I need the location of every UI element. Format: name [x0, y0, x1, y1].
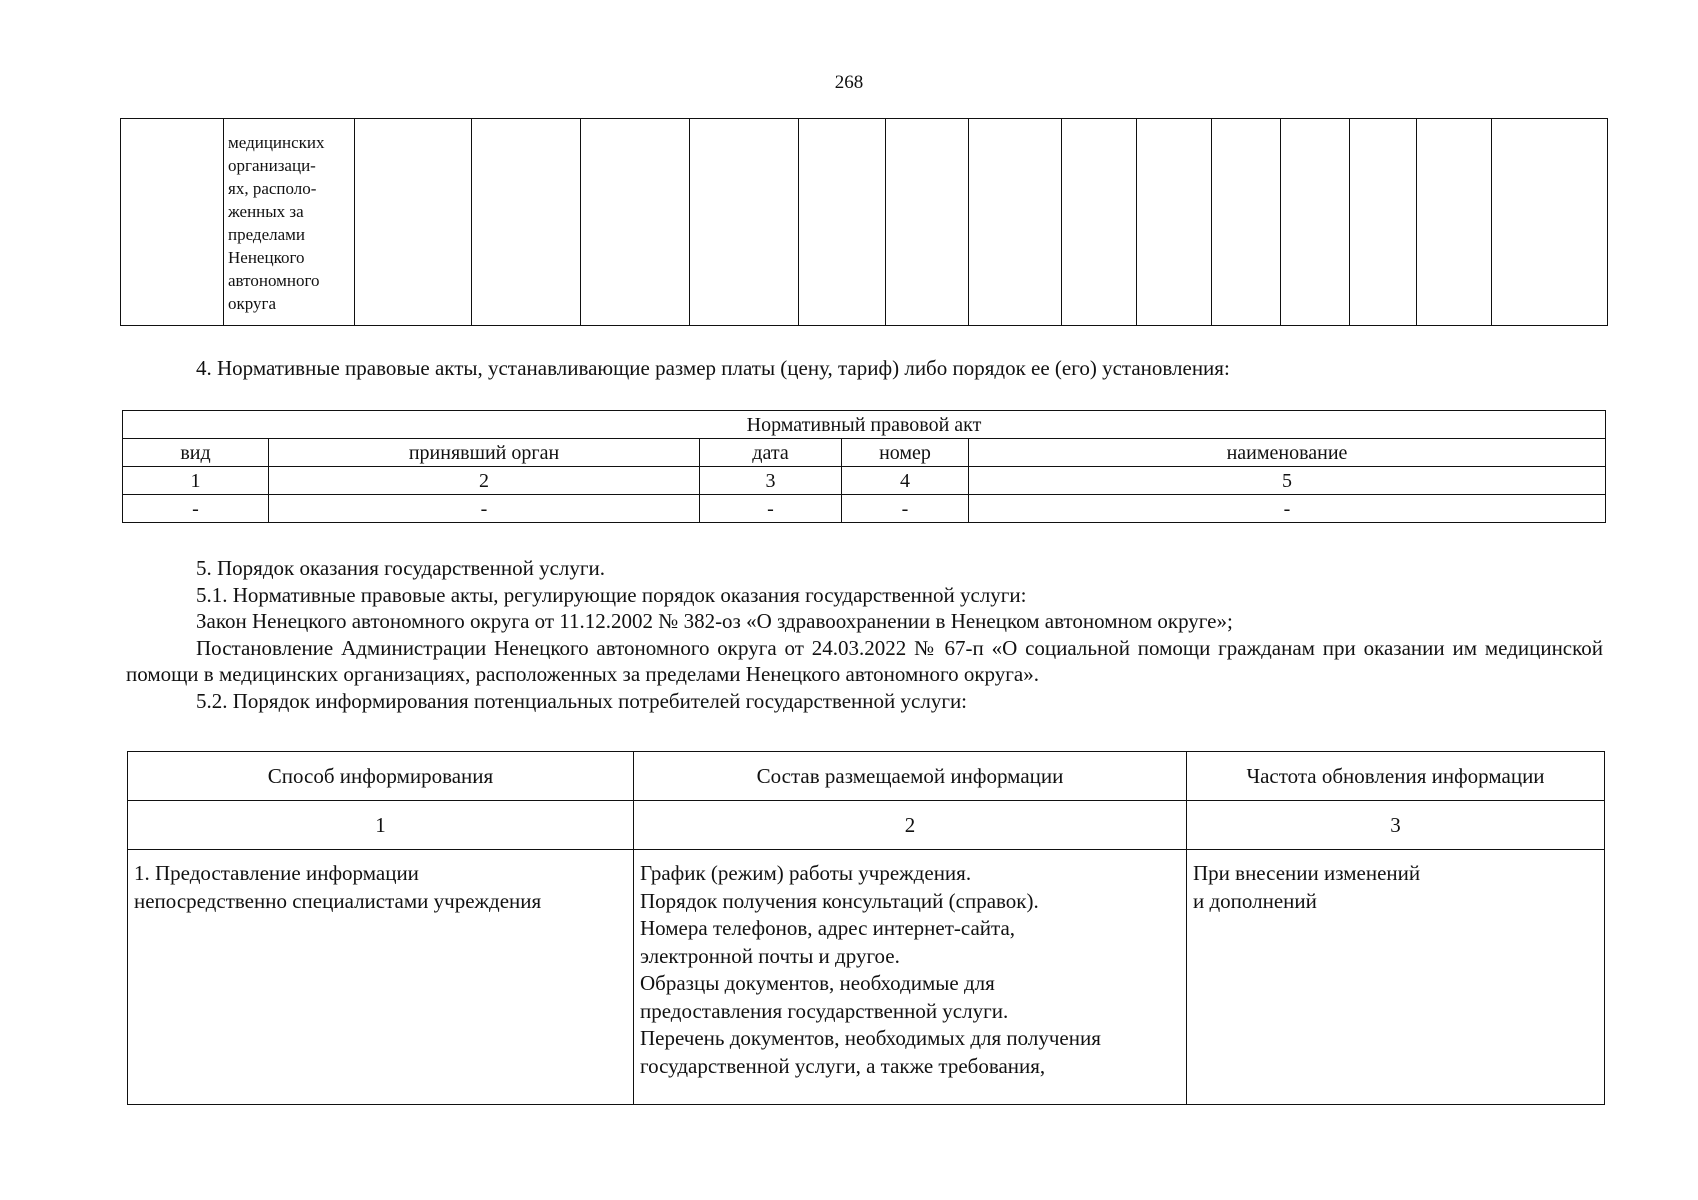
table-cell: -: [269, 495, 700, 523]
section-4-heading: 4. Нормативные правовые акты, устанавливающие размер платы (цену, тариф) либо порядок ее (его) установления:: [196, 356, 1230, 380]
table-row: [123, 439, 1606, 467]
column-header: Способ информирования: [128, 752, 634, 801]
table-row: [128, 752, 1605, 801]
column-header: Состав размещаемой информации: [634, 752, 1187, 801]
table-cell: [355, 119, 472, 326]
column-header: дата: [700, 439, 842, 467]
table-row: [128, 801, 1605, 850]
section-5-2-heading: 5.2. Порядок информирования потенциальных потребителей государственной услуги:: [196, 688, 968, 713]
table-cell: [1062, 119, 1137, 326]
column-header: принявший орган: [269, 439, 700, 467]
column-number: 5: [969, 467, 1606, 495]
legal-acts-table: [122, 410, 1606, 523]
table-cell: -: [123, 495, 269, 523]
group-header: Нормативный правовой акт: [123, 411, 1606, 439]
continued-table: [120, 118, 1608, 326]
column-header: Частота обновления информации: [1187, 752, 1605, 801]
table-cell: [1281, 119, 1350, 326]
page-number: 268: [834, 72, 864, 93]
section-5-heading: 5. Порядок оказания государственной услуги.: [196, 556, 605, 580]
information-table: [127, 751, 1605, 1105]
table-row: [123, 411, 1606, 439]
table-cell: [799, 119, 886, 326]
law-reference: Закон Ненецкого автономного округа от 11.12.2002 № 382-оз «О здравоохранении в Ненецком автономном округе»;: [196, 609, 1233, 633]
table-cell: [1137, 119, 1212, 326]
table-row: [123, 467, 1606, 495]
table-cell: [1417, 119, 1492, 326]
column-number: 2: [269, 467, 700, 495]
column-number: 3: [700, 467, 842, 495]
section-5-text: [126, 555, 1603, 714]
table-cell: [472, 119, 581, 326]
table-cell: [581, 119, 690, 326]
table-cell: [886, 119, 969, 326]
table-row: [128, 850, 1605, 1105]
column-number: 4: [842, 467, 969, 495]
table-cell: [1492, 119, 1608, 326]
continued-cell-text: медицинских организаци- ях, располо- женных за пределами Ненецкого автономного округа: [228, 133, 325, 313]
content-cell: График (режим) работы учреждения. Порядок получения консультаций (справок). Номера телефонов, адрес интернет-сайта, электронной почты и другое. Образцы документов, необходимые для предоставления государственной услуги. Перечень документов, необходимых для получения государственной услуги, а также требования,: [634, 850, 1187, 1105]
column-number: 3: [1187, 801, 1605, 850]
table-cell: -: [969, 495, 1606, 523]
table-row: [121, 119, 1608, 326]
column-number: 1: [128, 801, 634, 850]
section-5-1-heading: 5.1. Нормативные правовые акты, регулирующие порядок оказания государственной услуги:: [196, 582, 1027, 607]
table-cell: -: [700, 495, 842, 523]
table-cell: [121, 119, 224, 326]
column-header: наименование: [969, 439, 1606, 467]
table-cell: [224, 119, 355, 326]
frequency-cell: При внесении изменений и дополнений: [1187, 850, 1605, 1105]
column-header: номер: [842, 439, 969, 467]
decree-reference: Постановление Администрации Ненецкого автономного округа от 24.03.2022 № 67-п «О социальной помощи гражданам при оказании им медицинской помощи в медицинских организациях, расположенных за пределами Ненецкого автономного округа».: [126, 635, 1603, 686]
column-number: 1: [123, 467, 269, 495]
table-cell: [690, 119, 799, 326]
column-number: 2: [634, 801, 1187, 850]
table-row: [123, 495, 1606, 523]
table-cell: [969, 119, 1062, 326]
table-cell: -: [842, 495, 969, 523]
method-cell: 1. Предоставление информации непосредственно специалистами учреждения: [128, 850, 634, 1105]
table-cell: [1350, 119, 1417, 326]
column-header: вид: [123, 439, 269, 467]
table-cell: [1212, 119, 1281, 326]
